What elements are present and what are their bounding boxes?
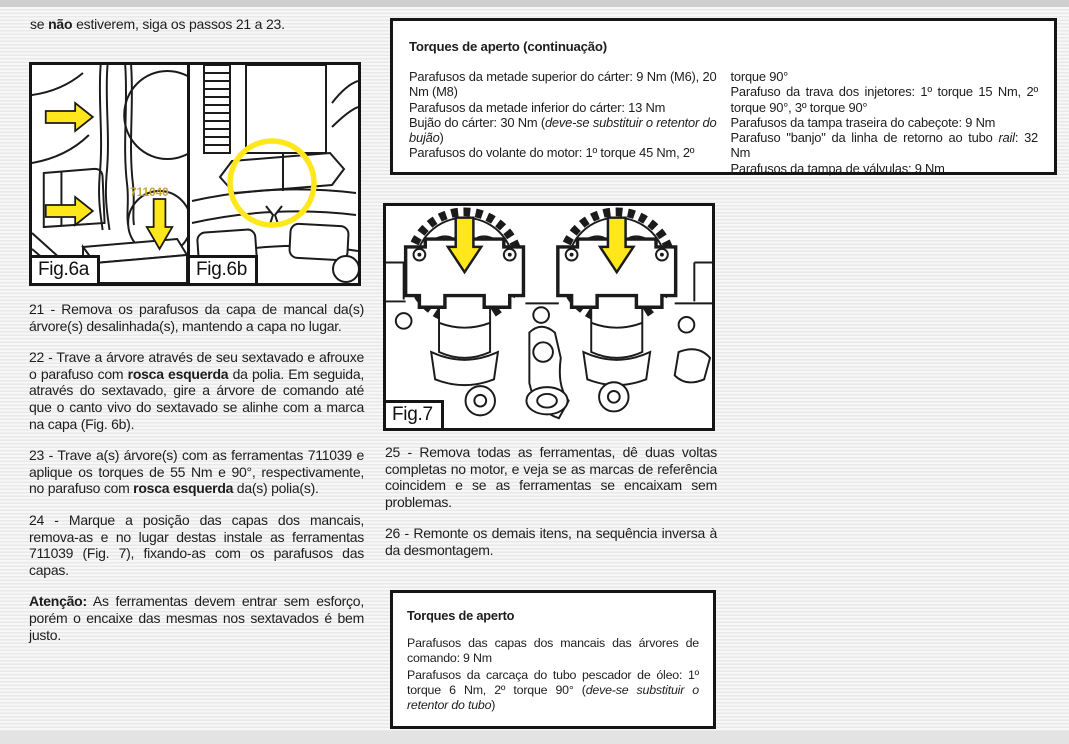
torque-columns [409, 69, 1038, 176]
torque-line-text: Bujão do cárter: 30 Nm ( [409, 114, 545, 130]
step-25 [385, 444, 717, 510]
middle-text-column [385, 444, 717, 574]
step-23 [29, 447, 364, 497]
fig7-drawing [386, 206, 712, 428]
torque-line-italic: rail [998, 130, 1015, 146]
torque-line-text: torque 90° [730, 69, 789, 84]
step-21-text: 21 - Remova os parafusos da capa de mancal da(s) árvore(s) desalinhada(s), mantendo a capa no lugar. [29, 301, 364, 334]
torque-line [409, 100, 717, 115]
torque-line [731, 69, 1039, 84]
tool-code-label: 711040 [130, 184, 169, 200]
attention-note [29, 593, 364, 643]
step-25-text: 25 - Remova todas as ferramentas, dê duas voltas completas no motor, e veja se as marcas de referência coincidem e se as ferramentas se encaixam sem problemas. [385, 444, 717, 510]
torque-line [409, 115, 717, 146]
intro-pre: se [30, 16, 49, 32]
torque-line [731, 130, 1039, 161]
scan-bottom-band [0, 731, 1069, 744]
right-arrow-icon [46, 197, 93, 225]
step-24-text: 24 - Marque a posição das capas dos mancais, remova-as e no lugar destas instale as ferramentas 711039 (Fig. 7), fixando-as com os parafusos das capas. [29, 511, 364, 578]
torque-line-italic: deve-se substituir o retentor do tubo [407, 683, 699, 712]
torque-line [731, 84, 1039, 115]
scan-top-band [0, 0, 1069, 7]
step-21 [29, 301, 364, 334]
torque-line-text: Parafusos do volante do motor: 1º torque 45 Nm, 2º [409, 145, 695, 161]
step-22-pre: 22 - Trave a árvore através de seu sextavado e afrouxe o parafuso com [29, 349, 364, 382]
left-text-column [29, 301, 364, 658]
intro-sentence [30, 16, 375, 33]
torque-line-text: Parafuso da trava dos injetores: 1º torque 15 Nm, 2º torque 90°, 3º torque 90° [730, 84, 1038, 115]
torque-line-text: Parafusos das capas dos mancais das árvores de comando: 9 Nm [407, 636, 699, 665]
torque-line-text: : 32 Nm [730, 130, 1039, 161]
torque-line-text: ) [439, 130, 444, 146]
torque-column-2 [731, 69, 1039, 176]
torque-box-continuation [390, 18, 1057, 175]
right-arrow-icon [46, 103, 93, 131]
step-23-post: da(s) polia(s). [233, 480, 319, 497]
fig7-label: Fig.7 [386, 400, 444, 428]
torque-line-italic: deve-se substituir o retentor do bujão [409, 114, 717, 146]
figure-7-box [383, 203, 715, 431]
figure-6-box [29, 62, 361, 286]
torque-box-title: Torques de aperto (continuação) [409, 39, 607, 54]
intro-post: estiverem, siga os passos 21 a 23. [72, 16, 285, 32]
torque-line-text: Parafusos da carcaça do tubo pescador de óleo: 1º torque 6 Nm, 2º torque 90° ( [407, 668, 699, 698]
step-22-bold: rosca esquerda [127, 365, 229, 382]
figure-6a-panel [32, 65, 190, 283]
torque-line-text: Parafusos da metade inferior do cárter: 13 Nm [409, 99, 666, 115]
torque-line-text: Parafusos da metade superior do cárter: 9 Nm (M6), 20 Nm (M8) [409, 69, 717, 100]
torque-box-title: Torques de aperto [407, 608, 515, 623]
torque-line [409, 69, 717, 100]
torque-line [731, 115, 1039, 130]
torque-line [407, 636, 699, 665]
fig6b-drawing [190, 65, 358, 283]
fig6b-label: Fig.6b [190, 255, 258, 283]
step-23-pre: 23 - Trave a(s) árvore(s) com as ferramentas 711039 e aplique os torques de 55 Nm e 90°, respectivamente, no parafuso com [29, 447, 364, 497]
step-26-text: 26 - Remonte os demais itens, na sequência inversa à da desmontagem. [385, 525, 717, 558]
fig6a-drawing [32, 65, 187, 283]
step-23-bold: rosca esquerda [133, 480, 234, 497]
torque-box [390, 590, 716, 729]
figure-6b-panel [190, 65, 358, 283]
torque-line-text: Parafuso "banjo" da linha de retorno ao tubo [730, 130, 999, 146]
fig6a-label: Fig.6a [32, 255, 100, 283]
intro-bold: não [48, 16, 73, 32]
attention-label: Atenção: [29, 593, 87, 610]
torque-line-text: ) [491, 697, 496, 712]
step-24 [29, 512, 364, 578]
attention-text: As ferramentas devem entrar sem esforço, porém o encaixe das mesmas nos sextavados é bem justo. [29, 593, 364, 643]
step-22 [29, 349, 364, 432]
torque-column-1 [409, 69, 717, 176]
torque-line [407, 668, 699, 712]
step-22-post: da polia. Em seguida, através do sextavado, gire a árvore de comando até que o canto vivo do sextavado se alinhe com a marca na capa (Fig. 6b). [29, 365, 365, 432]
torque-line-text: Parafusos da tampa de válvulas: 9 Nm [730, 160, 945, 176]
torque-line [409, 145, 717, 160]
torque-line [731, 161, 1039, 176]
torque-line-text: Parafusos da tampa traseira do cabeçote: 9 Nm [730, 114, 996, 130]
step-26 [385, 525, 717, 558]
